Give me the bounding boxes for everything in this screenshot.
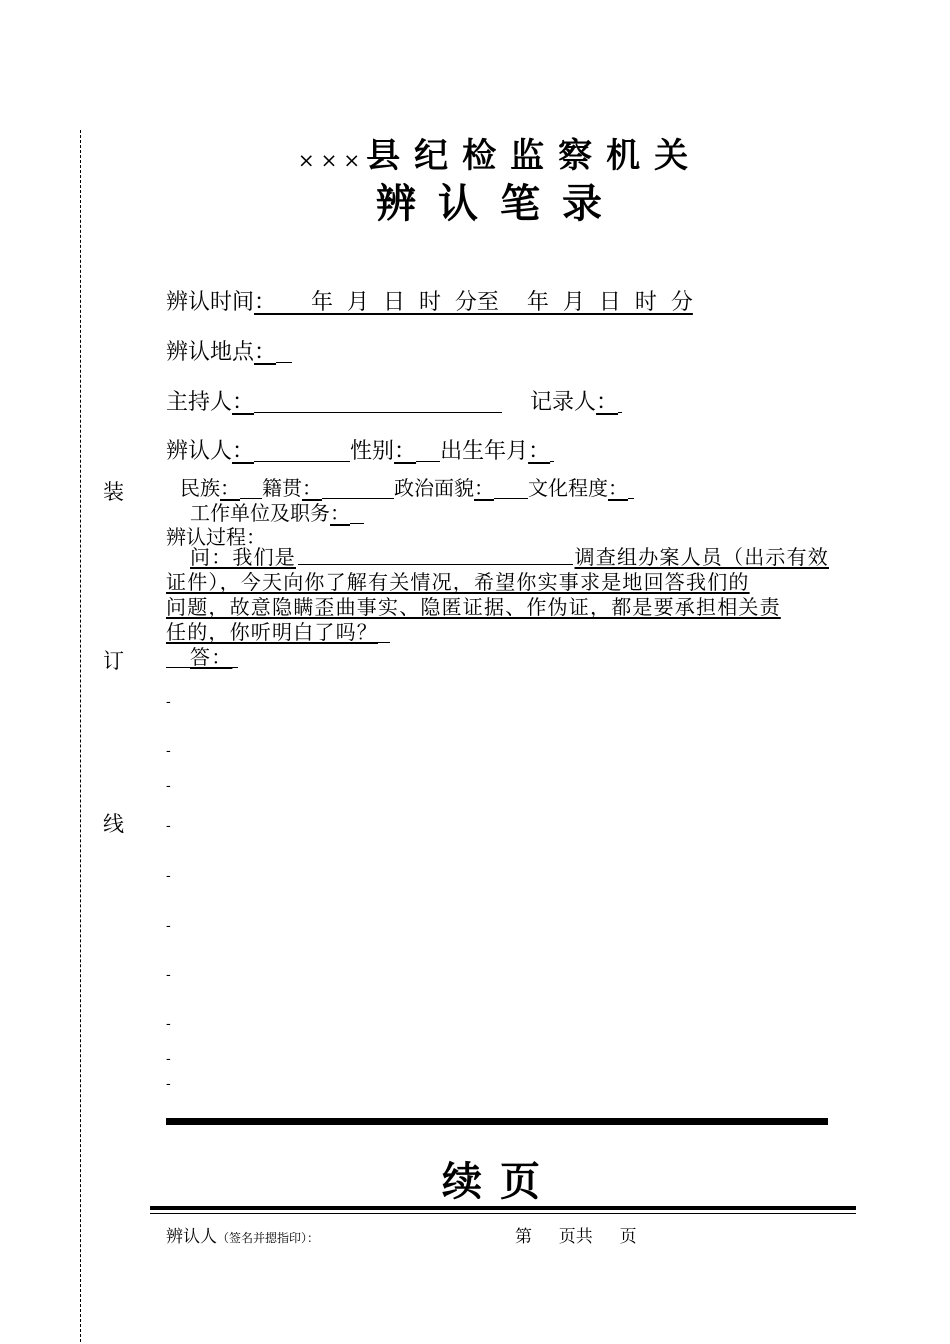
question-line-1 bbox=[166, 545, 829, 570]
answer-indent bbox=[166, 648, 190, 668]
birth-colon: ： bbox=[528, 439, 551, 464]
question-block bbox=[166, 545, 829, 670]
gender-field[interactable] bbox=[416, 439, 440, 462]
binding-char-ding: 订 bbox=[103, 649, 124, 673]
ethnic-colon: ： bbox=[220, 476, 240, 500]
continuation-title: 续页 bbox=[442, 1158, 558, 1205]
answer-label: 答： bbox=[190, 645, 233, 669]
dash-marker: - bbox=[166, 1016, 171, 1032]
host-label: 主持人 bbox=[166, 390, 233, 415]
host-field[interactable] bbox=[254, 390, 502, 413]
place-field[interactable]: ： bbox=[254, 340, 277, 365]
gender-label: 性别 bbox=[350, 439, 395, 464]
question-suffix: 调查组办案人员（出示有效 bbox=[574, 545, 829, 569]
dash-marker: - bbox=[166, 918, 171, 934]
ethnic-label: 民族 bbox=[180, 476, 220, 500]
identifier-label: 辨认人 bbox=[166, 439, 233, 464]
section-divider bbox=[166, 1118, 828, 1125]
answer-field[interactable] bbox=[232, 648, 238, 668]
question-line-4-tail bbox=[378, 623, 390, 643]
question-line-4-wrap bbox=[166, 620, 829, 645]
dash-marker: - bbox=[166, 743, 171, 759]
time-field[interactable]: ： 年 月 日 时 分至 年 月 日 时 分 bbox=[254, 290, 693, 315]
host-colon: ： bbox=[232, 390, 255, 415]
dash-marker: - bbox=[166, 1051, 171, 1067]
political-colon: ： bbox=[474, 476, 494, 500]
birth-label: 出生年月 bbox=[440, 439, 529, 464]
page-counter: 第 页共 页 bbox=[515, 1227, 637, 1247]
continuation-rule-thick bbox=[150, 1206, 856, 1210]
question-line-2: 证件），今天向你了解有关情况，希望你实事求是地回答我们的 bbox=[166, 570, 750, 594]
continuation-rule-thin bbox=[150, 1213, 856, 1214]
signer-label: 辨认人 bbox=[166, 1227, 217, 1247]
dash-marker: - bbox=[166, 868, 171, 884]
place-label: 辨认地点 bbox=[166, 340, 255, 365]
org-name: 县纪检监察机关 bbox=[366, 136, 703, 176]
signer-note: （签名并摁指印） bbox=[217, 1231, 308, 1245]
binding-char-xian: 线 bbox=[103, 812, 124, 836]
work-label: 工作单位及职务 bbox=[190, 501, 330, 525]
recorder-colon: ： bbox=[596, 390, 619, 415]
time-label: 辨认时间 bbox=[166, 290, 255, 315]
time-row bbox=[166, 285, 693, 316]
org-title bbox=[0, 128, 950, 177]
question-line-3: 问题，故意隐瞒歪曲事实、隐匿证据、作伪证，都是要承担相关责 bbox=[166, 595, 781, 619]
work-colon: ： bbox=[330, 501, 350, 525]
dash-marker: - bbox=[166, 1076, 171, 1092]
dash-marker: - bbox=[166, 778, 171, 794]
native-field[interactable] bbox=[322, 478, 394, 499]
political-label: 政治面貌 bbox=[394, 476, 474, 500]
political-field[interactable] bbox=[494, 478, 528, 499]
dash-marker: - bbox=[166, 967, 171, 983]
work-field[interactable] bbox=[350, 503, 364, 524]
dash-marker: - bbox=[166, 694, 171, 710]
gender-colon: ： bbox=[394, 439, 417, 464]
host-row bbox=[166, 385, 622, 416]
answer-row bbox=[166, 645, 829, 670]
place-row bbox=[166, 335, 292, 366]
recorder-field[interactable] bbox=[618, 390, 622, 413]
place-blank[interactable] bbox=[276, 340, 292, 363]
birth-field[interactable] bbox=[550, 439, 554, 462]
education-field[interactable] bbox=[628, 478, 634, 499]
signer-line bbox=[166, 1222, 319, 1247]
identifier-colon: ： bbox=[232, 439, 255, 464]
binding-char-zhuang: 装 bbox=[103, 480, 124, 504]
native-label: 籍贯 bbox=[262, 476, 302, 500]
native-colon: ： bbox=[302, 476, 322, 500]
dash-marker: - bbox=[166, 818, 171, 834]
org-prefix: ××× bbox=[297, 148, 367, 172]
question-line-4: 任的，你听明白了吗？ bbox=[166, 620, 378, 644]
doc-title: 辨认笔录 bbox=[376, 180, 624, 227]
team-name-field[interactable] bbox=[298, 545, 573, 565]
identifier-row bbox=[166, 434, 554, 465]
question-prefix: 问：我们是 bbox=[190, 545, 296, 569]
education-label: 文化程度 bbox=[528, 476, 608, 500]
process-label: 辨认过程： bbox=[166, 525, 266, 549]
ethnic-field[interactable] bbox=[240, 478, 262, 499]
signer-colon: ： bbox=[307, 1231, 320, 1245]
education-colon: ： bbox=[608, 476, 628, 500]
identifier-field[interactable] bbox=[254, 439, 350, 462]
recorder-label: 记录人 bbox=[530, 390, 597, 415]
